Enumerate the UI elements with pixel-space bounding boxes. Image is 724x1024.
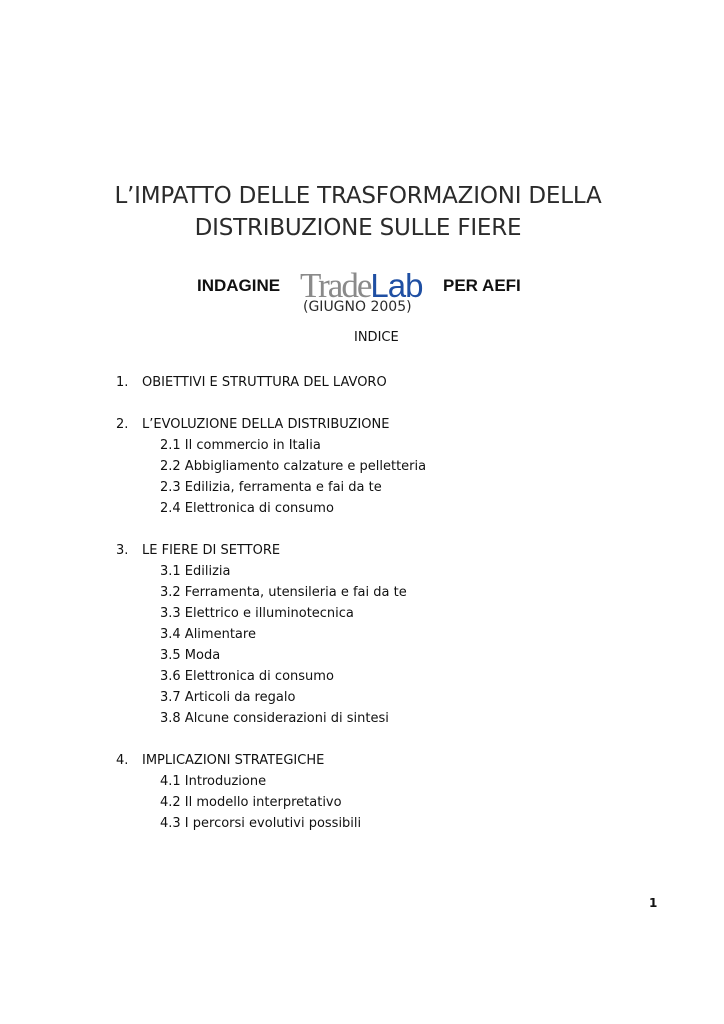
toc-subitem: 3.1 Edilizia: [160, 564, 231, 579]
toc-heading: [116, 372, 636, 393]
per-aefi-label: PER AEFI: [443, 276, 521, 295]
toc-subitem: 2.4 Elettronica di consumo: [160, 501, 334, 516]
toc-heading: [116, 414, 636, 435]
toc-subitem: 3.4 Alimentare: [160, 627, 256, 642]
index-title: INDICE: [354, 330, 399, 345]
toc-subitem: 2.1 Il commercio in Italia: [160, 438, 321, 453]
toc-heading-title: L’EVOLUZIONE DELLA DISTRIBUZIONE: [142, 417, 390, 432]
indagine-label: INDAGINE: [197, 276, 281, 295]
page-number: 1: [649, 896, 658, 910]
toc-heading-number: 3.: [116, 543, 129, 558]
logo-lab-text: Lab: [370, 267, 423, 304]
toc-heading-number: 2.: [116, 417, 129, 432]
toc-subitem: 3.7 Articoli da regalo: [160, 690, 296, 705]
toc-heading-number: 4.: [116, 753, 129, 768]
toc-section: [116, 540, 636, 729]
table-of-contents: [116, 372, 636, 855]
toc-subitem: 4.2 Il modello interpretativo: [160, 795, 342, 810]
logo-trade-text: Trade: [300, 266, 371, 305]
toc-heading: [116, 750, 636, 771]
toc-subitem: 3.3 Elettrico e illuminotecnica: [160, 606, 354, 621]
toc-section: [116, 372, 636, 393]
survey-date: (GIUGNO 2005): [303, 299, 412, 315]
toc-subitem: 2.2 Abbigliamento calzature e pelletteria: [160, 459, 427, 474]
toc-heading-title: IMPLICAZIONI STRATEGICHE: [142, 753, 325, 768]
toc-section: [116, 750, 636, 834]
title-line-2: DISTRIBUZIONE SULLE FIERE: [194, 215, 522, 241]
toc-subitem: 3.2 Ferramenta, utensileria e fai da te: [160, 585, 407, 600]
toc-heading-number: 1.: [116, 375, 129, 390]
document-title: [60, 180, 656, 244]
toc-subitem: 2.3 Edilizia, ferramenta e fai da te: [160, 480, 382, 495]
title-line-1: L’IMPATTO DELLE TRASFORMAZIONI DELLA: [114, 183, 602, 209]
toc-subitem: 4.3 I percorsi evolutivi possibili: [160, 816, 362, 831]
toc-subitem: 3.6 Elettronica di consumo: [160, 669, 334, 684]
tradelab-logo: [300, 266, 423, 305]
toc-subitem: 4.1 Introduzione: [160, 774, 267, 789]
toc-subitem: 3.8 Alcune considerazioni di sintesi: [160, 711, 389, 726]
toc-heading-title: LE FIERE DI SETTORE: [142, 543, 281, 558]
toc-subitem: 3.5 Moda: [160, 648, 221, 663]
toc-heading-title: OBIETTIVI E STRUTTURA DEL LAVORO: [142, 375, 387, 390]
toc-heading: [116, 540, 636, 561]
toc-section: [116, 414, 636, 519]
